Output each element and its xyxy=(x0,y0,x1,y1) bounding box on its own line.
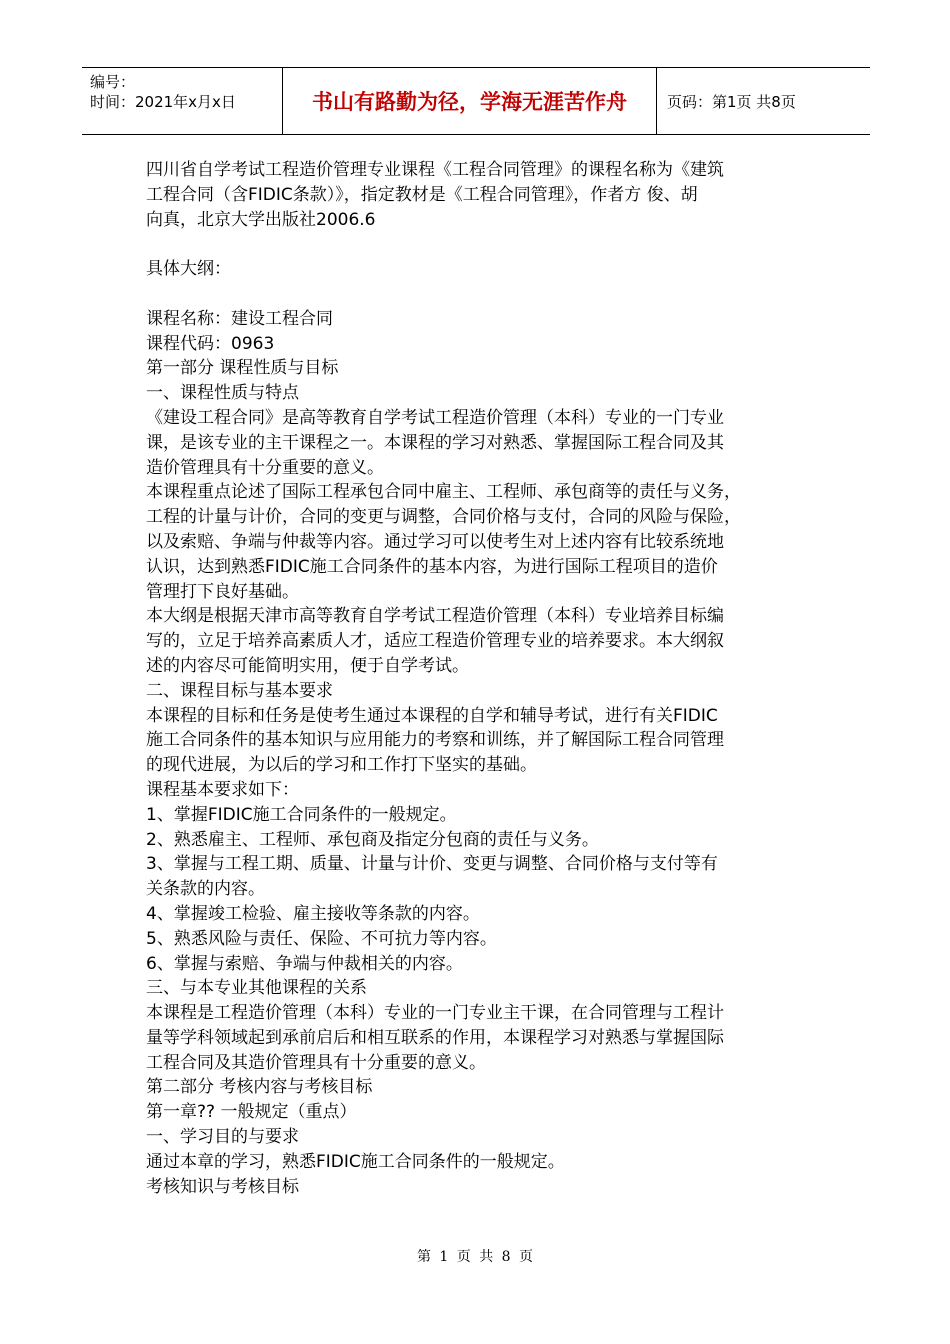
body-line: 一、课程性质与特点 xyxy=(146,383,299,404)
body-line: 关条款的内容。 xyxy=(146,879,265,900)
body-line: 3、掌握与工程工期、质量、计量与计价、变更与调整、合同价格与支付等有 xyxy=(146,854,718,875)
body-line: 课程代码：0963 xyxy=(146,333,275,354)
body-line: 本课程重点论述了国际工程承包合同中雇主、工程师、承包商等的责任与义务， xyxy=(146,482,741,503)
body-line: 一、学习目的与要求 xyxy=(146,1127,299,1148)
body-line: 向真，北京大学出版社2006.6 xyxy=(146,209,376,230)
body-line: 2、熟悉雇主、工程师、承包商及指定分包商的责任与义务。 xyxy=(146,829,599,850)
body-line: 本大纲是根据天津市高等教育自学考试工程造价管理（本科）专业培养目标编 xyxy=(146,606,724,627)
body-line: 以及索赔、争端与仲裁等内容。通过学习可以使考生对上述内容有比较系统地 xyxy=(146,531,724,552)
body-line: 5、熟悉风险与责任、保险、不可抗力等内容。 xyxy=(146,928,497,949)
body-line: 管理打下良好基础。 xyxy=(146,581,299,602)
body-line: 二、课程目标与基本要求 xyxy=(146,680,333,701)
body-line: 工程合同（含FIDIC条款）》，指定教材是《工程合同管理》，作者方 俊、胡 xyxy=(146,184,698,205)
document-number-label: 编号： xyxy=(90,73,136,91)
header-left-cell xyxy=(82,68,283,134)
blank-line xyxy=(146,232,816,257)
body-line: 考核知识与考核目标 xyxy=(146,1176,299,1197)
body-line: 第一章?? 一般规定（重点） xyxy=(146,1102,357,1123)
body-line: 写的，立足于培养高素质人才，适应工程造价管理专业的培养要求。本大纲叙 xyxy=(146,631,724,652)
body-line: 1、掌握FIDIC施工合同条件的一般规定。 xyxy=(146,804,457,825)
body-line: 课程名称：建设工程合同 xyxy=(146,308,333,329)
document-time-label: 时间：2021年x月x日 xyxy=(90,93,236,111)
page-header-table xyxy=(82,67,870,135)
body-line: 工程的计量与计价，合同的变更与调整，合同价格与支付，合同的风险与保险， xyxy=(146,507,741,528)
blank-line xyxy=(146,282,816,307)
body-line: 《建设工程合同》是高等教育自学考试工程造价管理（本科）专业的一门专业 xyxy=(146,407,724,428)
footer-ye: 页 xyxy=(456,1249,471,1265)
footer-gong: 共 xyxy=(479,1249,494,1265)
page-footer xyxy=(0,1246,950,1266)
footer-ye-2: 页 xyxy=(519,1249,534,1265)
body-line: 认识，达到熟悉FIDIC施工合同条件的基本内容，为进行国际工程项目的造价 xyxy=(146,556,718,577)
footer-di: 第 xyxy=(416,1249,431,1265)
body-line: 述的内容尽可能简明实用，便于自学考试。 xyxy=(146,655,469,676)
header-page-cell xyxy=(657,68,870,134)
document-body xyxy=(146,158,816,1199)
body-line: 第二部分 考核内容与考核目标 xyxy=(146,1077,373,1098)
body-line: 课，是该专业的主干课程之一。本课程的学习对熟悉、掌握国际工程合同及其 xyxy=(146,432,724,453)
body-line: 工程合同及其造价管理具有十分重要的意义。 xyxy=(146,1052,486,1073)
body-line: 本课程是工程造价管理（本科）专业的一门专业主干课，在合同管理与工程计 xyxy=(146,1003,724,1024)
header-motto: 书山有路勤为径，学海无涯苦作舟 xyxy=(312,90,627,114)
body-line: 造价管理具有十分重要的意义。 xyxy=(146,457,384,478)
footer-page-number: 1 xyxy=(439,1249,449,1265)
body-line: 6、掌握与索赔、争端与仲裁相关的内容。 xyxy=(146,953,463,974)
body-line: 四川省自学考试工程造价管理专业课程《工程合同管理》的课程名称为《建筑 xyxy=(146,160,724,180)
header-motto-cell xyxy=(283,68,657,134)
body-line: 三、与本专业其他课程的关系 xyxy=(146,978,367,999)
body-line: 第一部分 课程性质与目标 xyxy=(146,358,339,379)
body-line: 施工合同条件的基本知识与应用能力的考察和训练，并了解国际工程合同管理 xyxy=(146,730,724,751)
header-page-info: 页码：第1页 共8页 xyxy=(667,92,796,111)
body-line: 的现代进展，为以后的学习和工作打下坚实的基础。 xyxy=(146,755,537,776)
body-line: 4、掌握竣工检验、雇主接收等条款的内容。 xyxy=(146,903,480,924)
footer-total-pages: 8 xyxy=(501,1249,511,1265)
body-line: 量等学科领域起到承前启后和相互联系的作用，本课程学习对熟悉与掌握国际 xyxy=(146,1027,724,1048)
body-line: 通过本章的学习，熟悉FIDIC施工合同条件的一般规定。 xyxy=(146,1151,565,1172)
body-line: 课程基本要求如下： xyxy=(146,779,299,800)
body-line: 具体大纲： xyxy=(146,259,231,280)
body-line: 本课程的目标和任务是使考生通过本课程的自学和辅导考试，进行有关FIDIC xyxy=(146,705,718,726)
